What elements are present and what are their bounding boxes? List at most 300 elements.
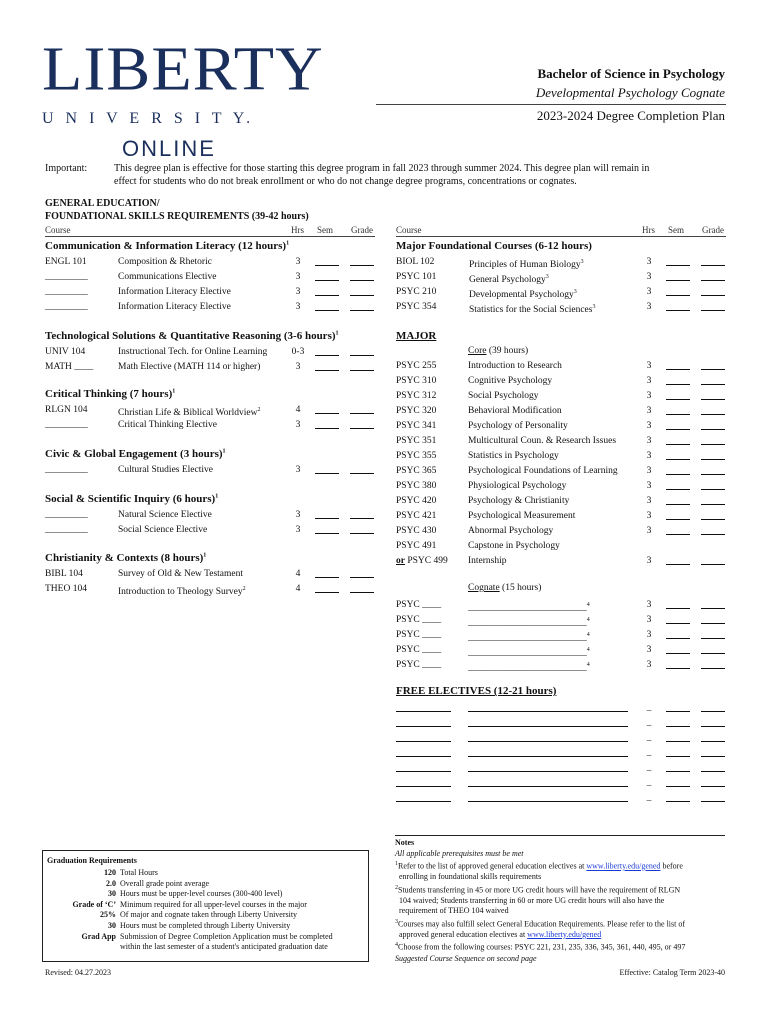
course-hours: 4 xyxy=(295,569,301,579)
grade-blank[interactable] xyxy=(350,256,374,266)
semester-blank[interactable] xyxy=(666,747,690,757)
course-footnote: 4 xyxy=(586,632,590,638)
semester-blank[interactable] xyxy=(666,644,690,654)
course-name-text: Christian Life & Biblical Worldview xyxy=(118,408,258,419)
semester-blank[interactable] xyxy=(666,702,690,712)
semester-blank[interactable] xyxy=(666,555,690,565)
course-name-text: Information Literacy Elective xyxy=(118,302,231,312)
course-code: PSYC 341 xyxy=(396,421,437,431)
grade-blank[interactable] xyxy=(350,464,374,474)
course-code: PSYC 365 xyxy=(396,466,437,476)
course-name-text: Natural Science Elective xyxy=(118,510,212,520)
course-name xyxy=(118,509,212,521)
semester-blank[interactable] xyxy=(315,419,339,429)
section-major-foundational: Major Foundational Courses (6-12 hours) xyxy=(396,240,592,252)
course-name: Psychology of Personality xyxy=(468,421,568,431)
course-code: _________ xyxy=(45,420,88,430)
note-2-cont: 104 waived; Students transferring in 60 or more UG credit hours will also have the xyxy=(399,895,665,905)
course-name: Multicultural Coun. & Research Issues xyxy=(468,436,617,446)
note-2: $^2$Students transferring in 45 or more UG credit hours will have the requirement of RLGN xyxy=(395,884,681,895)
course-code[interactable]: PSYC ____ xyxy=(396,630,442,640)
course-name-text: _________________________ xyxy=(468,648,587,659)
course-hours: 3 xyxy=(295,420,301,430)
course-name xyxy=(118,271,216,283)
grade-blank[interactable] xyxy=(701,301,725,311)
course-code: PSYC 420 xyxy=(396,496,437,506)
effective-term: Effective: Catalog Term 2023-40 xyxy=(619,968,725,977)
semester-blank[interactable] xyxy=(666,360,690,370)
header-divider xyxy=(376,104,726,105)
course-name-text: _________________________ xyxy=(468,663,587,674)
section-critical-thinking: Critical Thinking (7 hours)$^1$ xyxy=(45,388,176,400)
course-name xyxy=(118,568,243,580)
course-hours: 3 xyxy=(646,257,652,267)
semester-blank[interactable] xyxy=(666,480,690,490)
semester-blank[interactable] xyxy=(315,568,339,578)
requirement-key: 30 xyxy=(108,889,116,899)
course-name: Social Psychology xyxy=(468,391,539,401)
semester-blank[interactable] xyxy=(666,732,690,742)
course-code[interactable]: PSYC ____ xyxy=(396,660,442,670)
course-name: Psychological Foundations of Learning xyxy=(468,466,618,476)
course-name-text: Information Literacy Elective xyxy=(118,287,231,297)
left-col-hrs: Hrs xyxy=(291,225,304,235)
semester-blank[interactable] xyxy=(666,510,690,520)
note-3: $^3$Courses may also fulfill select General Education Requirements. Please refer to the list of xyxy=(395,918,686,929)
grade-blank[interactable] xyxy=(701,747,725,757)
course-code: PSYC 351 xyxy=(396,436,437,446)
semester-blank[interactable] xyxy=(315,464,339,474)
grade-blank[interactable] xyxy=(701,777,725,787)
semester-blank[interactable] xyxy=(315,256,339,266)
page-title: Bachelor of Science in Psychology xyxy=(537,66,725,81)
semester-blank[interactable] xyxy=(315,404,339,414)
important-label: Important: xyxy=(45,163,88,174)
course-hours: 3 xyxy=(646,615,652,625)
page-subtitle: Developmental Psychology Cognate xyxy=(535,85,725,100)
semester-blank[interactable] xyxy=(315,286,339,296)
course-code: PSYC 255 xyxy=(396,361,437,371)
course-footnote: 4 xyxy=(586,617,590,623)
grade-blank[interactable] xyxy=(701,510,725,520)
course-hours: 3 xyxy=(295,465,301,475)
note-3-cont: approved general education electives at www.liberty.edu/gened xyxy=(399,929,602,939)
grade-blank[interactable] xyxy=(350,301,374,311)
elective-code-blank[interactable] xyxy=(396,702,451,712)
course-name-text: Introduction to Theology Survey xyxy=(118,587,243,598)
course-name-text: Developmental Psychology xyxy=(469,290,574,301)
course-name[interactable] xyxy=(468,659,590,674)
elective-code-blank[interactable] xyxy=(396,732,451,742)
elective-hours: _ xyxy=(646,733,652,743)
semester-blank[interactable] xyxy=(666,301,690,311)
course-name-text: Composition & Rhetoric xyxy=(118,257,212,267)
grade-blank[interactable] xyxy=(350,271,374,281)
plan-title: 2023-2024 Degree Completion Plan xyxy=(536,108,725,123)
course-name[interactable] xyxy=(468,629,590,644)
semester-blank[interactable] xyxy=(666,629,690,639)
course-name: Behavioral Modification xyxy=(468,406,562,416)
course-footnote: 3 xyxy=(592,304,596,310)
grade-blank[interactable] xyxy=(701,792,725,802)
requirement-key: 25% xyxy=(100,910,116,920)
course-hours: 3 xyxy=(295,272,301,282)
semester-blank[interactable] xyxy=(666,375,690,385)
course-code: BIOL 102 xyxy=(396,257,435,267)
grade-blank[interactable] xyxy=(701,405,725,415)
grade-blank[interactable] xyxy=(701,599,725,609)
grade-blank[interactable] xyxy=(701,465,725,475)
semester-blank[interactable] xyxy=(666,762,690,772)
semester-blank[interactable] xyxy=(666,271,690,281)
note-2-cont2: requirement of THEO 104 waived xyxy=(399,906,509,916)
course-name-text: Math Elective (MATH 114 or higher) xyxy=(118,362,261,372)
course-name-text: Social Science Elective xyxy=(118,525,208,535)
course-name: Cognitive Psychology xyxy=(468,376,553,386)
semester-blank[interactable] xyxy=(666,256,690,266)
requirement-key: Grad App xyxy=(81,931,116,941)
or-label: or xyxy=(396,556,405,566)
semester-blank[interactable] xyxy=(315,301,339,311)
course-code: BIBL 104 xyxy=(45,569,83,579)
right-col-course: Course xyxy=(396,225,422,235)
course-name-text: Principles of Human Biology xyxy=(469,260,581,271)
elective-hours: _ xyxy=(646,793,652,803)
elective-code-blank[interactable] xyxy=(396,792,451,802)
left-header-divider xyxy=(45,236,375,237)
grade-blank[interactable] xyxy=(701,435,725,445)
grade-blank[interactable] xyxy=(701,762,725,772)
semester-blank[interactable] xyxy=(315,509,339,519)
course-name[interactable] xyxy=(468,599,590,614)
requirement-value: Hours must be completed through Liberty University xyxy=(120,921,291,930)
course-hours: 0-3 xyxy=(291,347,305,357)
course-code: RLGN 104 xyxy=(45,405,88,415)
grade-blank[interactable] xyxy=(350,568,374,578)
section-civic: Civic & Global Engagement (3 hours)$^1$ xyxy=(45,448,226,460)
course-hours: 3 xyxy=(295,302,301,312)
course-hours: 3 xyxy=(646,511,652,521)
grade-blank[interactable] xyxy=(701,420,725,430)
note-1: $^1$Refer to the list of approved general education electives at www.liberty.edu/gened before xyxy=(395,861,683,871)
course-code: _________ xyxy=(45,287,88,297)
logo-word-university: U N I V E R S I T Y. xyxy=(42,110,255,127)
course-hours: 3 xyxy=(646,660,652,670)
requirement-key: Grade of ‘C’ xyxy=(72,899,116,909)
course-name xyxy=(469,286,577,301)
elective-name-blank[interactable] xyxy=(468,732,628,742)
grade-blank[interactable] xyxy=(701,286,725,296)
course-hours: 3 xyxy=(295,525,301,535)
course-code: MATH ____ xyxy=(45,362,94,372)
gen-ed-title-1: GENERAL EDUCATION/ xyxy=(45,198,160,209)
course-code: PSYC 101 xyxy=(396,272,437,282)
right-col-grade: Grade xyxy=(702,225,724,235)
section-technological: Technological Solutions & Quantitative Reasoning (3-6 hours)$^1$ xyxy=(45,330,339,342)
course-name-text: Communications Elective xyxy=(118,272,217,282)
course-name-text: Cultural Studies Elective xyxy=(118,465,213,475)
semester-blank[interactable] xyxy=(666,659,690,669)
semester-blank[interactable] xyxy=(666,599,690,609)
course-footnote: 4 xyxy=(586,602,590,608)
course-code: THEO 104 xyxy=(45,584,87,594)
course-code: PSYC 355 xyxy=(396,451,437,461)
course-name xyxy=(118,286,231,298)
grade-blank[interactable] xyxy=(350,346,374,356)
elective-hours: _ xyxy=(646,763,652,773)
course-name-text: Instructional Tech. for Online Learning xyxy=(118,347,268,357)
elective-code-blank[interactable] xyxy=(396,762,451,772)
course-name[interactable] xyxy=(468,644,590,659)
course-name xyxy=(469,301,595,316)
elective-name-blank[interactable] xyxy=(468,777,628,787)
requirement-value: within the last semester of a student's anticipated graduation date xyxy=(120,942,328,952)
course-hours: 3 xyxy=(646,421,652,431)
grade-blank[interactable] xyxy=(701,717,725,727)
graduation-requirements-box xyxy=(42,850,369,962)
course-footnote: 3 xyxy=(545,274,549,280)
semester-blank[interactable] xyxy=(666,495,690,505)
grade-blank[interactable] xyxy=(701,375,725,385)
course-code: _________ xyxy=(45,525,88,535)
course-name xyxy=(118,464,213,476)
elective-code-blank[interactable] xyxy=(396,747,451,757)
course-name: Internship xyxy=(468,556,507,566)
course-hours: 3 xyxy=(295,362,301,372)
semester-blank[interactable] xyxy=(666,390,690,400)
course-footnote: 3 xyxy=(580,259,584,265)
course-hours: 3 xyxy=(646,481,652,491)
logo-word-online: ONLINE xyxy=(122,136,216,161)
semester-blank[interactable] xyxy=(666,286,690,296)
course-hours: 3 xyxy=(646,391,652,401)
cognate-heading: Cognate (15 hours) xyxy=(468,583,542,593)
course-name-text: General Psychology xyxy=(469,275,546,286)
course-hours: 4 xyxy=(295,405,301,415)
section-free-electives: FREE ELECTIVES (12-21 hours) xyxy=(396,685,557,697)
course-name xyxy=(118,583,246,598)
course-name xyxy=(118,301,231,313)
grade-blank[interactable] xyxy=(350,361,374,371)
elective-hours: _ xyxy=(646,778,652,788)
course-name-text: _________________________ xyxy=(468,603,587,614)
course-code: UNIV 104 xyxy=(45,347,86,357)
elective-name-blank[interactable] xyxy=(468,762,628,772)
note-prereq: All applicable prerequisites must be met xyxy=(395,848,524,858)
course-name xyxy=(118,404,260,419)
elective-name-blank[interactable] xyxy=(468,747,628,757)
elective-name-blank[interactable] xyxy=(468,717,628,727)
course-hours: 3 xyxy=(295,257,301,267)
course-name-text: _________________________ xyxy=(468,633,587,644)
grade-blank[interactable] xyxy=(701,555,725,565)
graduation-requirements-title: Graduation Requirements xyxy=(47,856,137,865)
course-footnote: 4 xyxy=(586,662,590,668)
course-footnote: 3 xyxy=(573,289,577,295)
elective-hours: _ xyxy=(646,748,652,758)
important-text-2: effect for students who do not break enrollment or who do not change degree programs, concentrations or cognates. xyxy=(114,176,577,187)
semester-blank[interactable] xyxy=(315,524,339,534)
requirement-key: 120 xyxy=(104,868,116,877)
grade-blank[interactable] xyxy=(701,495,725,505)
course-hours: 3 xyxy=(646,451,652,461)
revised-date: Revised: 04.27.2023 xyxy=(45,968,111,977)
course-code: PSYC 320 xyxy=(396,406,437,416)
section-major: MAJOR xyxy=(396,330,437,342)
requirement-value: Hours must be upper-level courses (300-400 level) xyxy=(120,889,283,899)
grade-blank[interactable] xyxy=(350,524,374,534)
course-code: _________ xyxy=(45,302,88,312)
grade-blank[interactable] xyxy=(701,525,725,535)
semester-blank[interactable] xyxy=(315,361,339,371)
course-code: PSYC 312 xyxy=(396,391,437,401)
course-hours: 3 xyxy=(646,630,652,640)
gened-link-2[interactable]: www.liberty.edu/gened xyxy=(527,929,602,939)
course-name: Introduction to Research xyxy=(468,361,562,371)
course-code: ENGL 101 xyxy=(45,257,87,267)
grade-blank[interactable] xyxy=(701,271,725,281)
course-code xyxy=(396,555,448,567)
course-code: PSYC 354 xyxy=(396,302,437,312)
course-code: PSYC 380 xyxy=(396,481,437,491)
course-name-text: Critical Thinking Elective xyxy=(118,420,218,430)
semester-blank[interactable] xyxy=(666,450,690,460)
course-code: _________ xyxy=(45,272,88,282)
semester-blank[interactable] xyxy=(666,717,690,727)
note-sequence: Suggested Course Sequence on second page xyxy=(395,953,537,963)
course-hours: 3 xyxy=(646,376,652,386)
grade-blank[interactable] xyxy=(350,509,374,519)
course-code: _________ xyxy=(45,465,88,475)
course-name xyxy=(118,256,212,268)
grade-blank[interactable] xyxy=(701,256,725,266)
grade-blank[interactable] xyxy=(350,404,374,414)
grade-blank[interactable] xyxy=(701,480,725,490)
course-name xyxy=(118,419,217,431)
grade-blank[interactable] xyxy=(701,629,725,639)
elective-name-blank[interactable] xyxy=(468,792,628,802)
semester-blank[interactable] xyxy=(666,465,690,475)
course-hours: 3 xyxy=(646,526,652,536)
core-heading: Core (39 hours) xyxy=(468,346,529,356)
course-name xyxy=(469,271,549,286)
requirement-value: Submission of Degree Completion Application must be completed xyxy=(120,931,333,941)
course-hours: 3 xyxy=(646,496,652,506)
course-code[interactable]: PSYC ____ xyxy=(396,600,442,610)
elective-code-blank[interactable] xyxy=(396,717,451,727)
notes-box xyxy=(395,835,725,963)
requirement-value: Total Hours xyxy=(120,868,158,877)
elective-hours: _ xyxy=(646,718,652,728)
left-col-grade: Grade xyxy=(351,225,373,235)
course-name: Physiological Psychology xyxy=(468,481,567,491)
course-hours: 4 xyxy=(295,584,301,594)
semester-blank[interactable] xyxy=(666,435,690,445)
course-hours: 3 xyxy=(646,645,652,655)
course-hours: 3 xyxy=(646,287,652,297)
semester-blank[interactable] xyxy=(666,777,690,787)
course-hours: 3 xyxy=(646,361,652,371)
course-hours: 3 xyxy=(646,556,652,566)
semester-blank[interactable] xyxy=(315,583,339,593)
course-hours: 3 xyxy=(646,466,652,476)
course-hours: 3 xyxy=(646,272,652,282)
course-name-text: Survey of Old & New Testament xyxy=(118,569,244,579)
course-name xyxy=(118,346,267,358)
course-hours: 3 xyxy=(295,287,301,297)
grade-blank[interactable] xyxy=(350,286,374,296)
right-col-sem: Sem xyxy=(668,225,685,235)
course-code: _________ xyxy=(45,510,88,520)
grade-blank[interactable] xyxy=(701,614,725,624)
course-code[interactable]: PSYC ____ xyxy=(396,645,442,655)
course-name xyxy=(118,524,207,536)
semester-blank[interactable] xyxy=(666,420,690,430)
grade-blank[interactable] xyxy=(701,702,725,712)
gen-ed-title-2: FOUNDATIONAL SKILLS REQUIREMENTS (39-42 hours) xyxy=(45,211,309,222)
grade-blank[interactable] xyxy=(701,450,725,460)
course-name: Capstone in Psychology xyxy=(468,541,560,551)
grade-blank[interactable] xyxy=(701,732,725,742)
course-name: Psychology & Christianity xyxy=(468,496,570,506)
semester-blank[interactable] xyxy=(666,525,690,535)
section-communication: Communication & Information Literacy (12 hours)$^1$ xyxy=(45,240,290,252)
section-social: Social & Scientific Inquiry (6 hours)$^1$ xyxy=(45,493,219,505)
notes-title: Notes xyxy=(395,838,415,847)
course-name xyxy=(118,361,260,373)
semester-blank[interactable] xyxy=(666,614,690,624)
left-col-course: Course xyxy=(45,225,71,235)
grade-blank[interactable] xyxy=(701,390,725,400)
grade-blank[interactable] xyxy=(701,659,725,669)
course-code[interactable]: PSYC ____ xyxy=(396,615,442,625)
course-hours: 3 xyxy=(646,436,652,446)
gened-link-1[interactable]: www.liberty.edu/gened xyxy=(586,861,661,871)
course-footnote: 4 xyxy=(586,647,590,653)
right-header-divider xyxy=(396,236,726,237)
liberty-logo xyxy=(42,34,324,162)
requirement-key: 30 xyxy=(108,921,116,930)
note-1-cont: enrolling in foundational skills requirements xyxy=(399,872,542,882)
elective-hours: _ xyxy=(646,703,652,713)
course-name xyxy=(469,256,584,271)
semester-blank[interactable] xyxy=(315,346,339,356)
grade-blank[interactable] xyxy=(701,360,725,370)
grade-blank[interactable] xyxy=(350,419,374,429)
semester-blank[interactable] xyxy=(666,405,690,415)
course-name: Statistics in Psychology xyxy=(468,451,559,461)
grade-blank[interactable] xyxy=(350,583,374,593)
course-name[interactable] xyxy=(468,614,590,629)
section-christianity: Christianity & Contexts (8 hours)$^1$ xyxy=(45,552,207,564)
course-name: Psychological Measurement xyxy=(468,511,576,521)
course-footnote: 2 xyxy=(242,586,246,592)
elective-name-blank[interactable] xyxy=(468,702,628,712)
requirement-value: Overall grade point average xyxy=(120,878,210,888)
logo-word-liberty: LIBERTY xyxy=(42,34,324,104)
grade-blank[interactable] xyxy=(701,644,725,654)
course-code: PSYC 210 xyxy=(396,287,437,297)
semester-blank[interactable] xyxy=(315,271,339,281)
semester-blank[interactable] xyxy=(666,792,690,802)
elective-code-blank[interactable] xyxy=(396,777,451,787)
course-footnote: 2 xyxy=(257,407,261,413)
course-code: PSYC 310 xyxy=(396,376,437,386)
course-hours: 3 xyxy=(646,302,652,312)
course-name: Abnormal Psychology xyxy=(468,526,554,536)
course-code-text: PSYC 499 xyxy=(407,556,448,566)
requirement-key: 2.0 xyxy=(106,878,116,888)
